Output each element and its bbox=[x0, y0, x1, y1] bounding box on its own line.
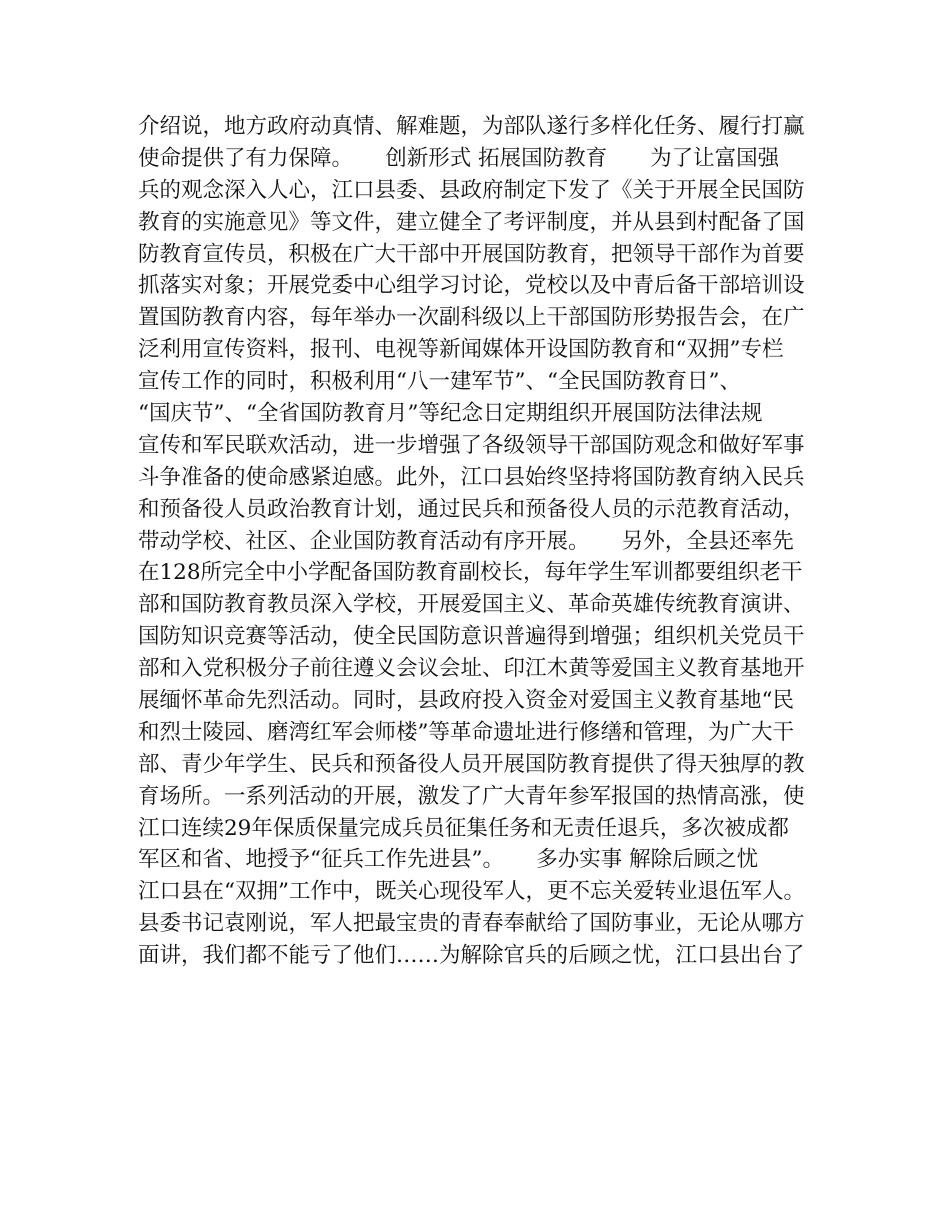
body-text bbox=[138, 111, 838, 972]
text-line: 在128所完全中小学配备国防教育副校长，每年学生军训都要组织老干 bbox=[138, 560, 803, 586]
text-line: 宣传和军民联欢活动，进一步增强了各级领导干部国防观念和做好军事 bbox=[138, 432, 805, 458]
text-line: 防教育宣传员，积极在广大干部中开展国防教育，把领导干部作为首要 bbox=[138, 241, 805, 267]
text-line: 国防知识竞赛等活动，使全民国防意识普遍得到增强；组织机关党员干 bbox=[138, 624, 805, 650]
text-line: 泛利用宣传资料，报刊、电视等新闻媒体开设国防教育和“双拥”专栏 bbox=[138, 337, 784, 363]
text-line: 军区和省、地授予“征兵工作先进县”。 多办实事 解除后顾之忧 bbox=[138, 847, 759, 873]
text-line: 斗争准备的使命感紧迫感。此外，江口县始终坚持将国防教育纳入民兵 bbox=[138, 464, 805, 490]
text-line: 部、青少年学生、民兵和预备役人员开展国防教育提供了得天独厚的教 bbox=[138, 751, 805, 777]
text-line: 江口连续29年保质保量完成兵员征集任务和无责任退兵，多次被成都 bbox=[138, 815, 789, 841]
text-line: 使命提供了有力保障。 创新形式 拓展国防教育 为了让富国强 bbox=[138, 145, 780, 171]
text-line: 置国防教育内容，每年举办一次副科级以上干部国防形势报告会，在广 bbox=[138, 305, 805, 331]
text-line: 宣传工作的同时，积极利用“八一建军节”、“全民国防教育日”、 bbox=[138, 369, 741, 395]
text-line: 面讲，我们都不能亏了他们……为解除官兵的后顾之忧，江口县出台了 bbox=[138, 943, 805, 969]
text-line: 兵的观念深入人心，江口县委、县政府制定下发了《关于开展全民国防 bbox=[138, 177, 805, 203]
text-line: 和烈士陵园、磨湾红军会师楼”等革命遗址进行修缮和管理，为广大干 bbox=[138, 719, 794, 745]
text-line: 部和国防教育教员深入学校，开展爱国主义、革命英雄传统教育演讲、 bbox=[138, 592, 805, 618]
text-line: 介绍说，地方政府动真情、解难题，为部队遂行多样化任务、履行打赢 bbox=[138, 114, 805, 139]
text-line: 带动学校、社区、企业国防教育活动有序开展。 另外，全县还率先 bbox=[138, 528, 794, 554]
text-line: 江口县在“双拥”工作中，既关心现役军人，更不忘关爱转业退伍军人。 bbox=[138, 879, 805, 905]
text-line: 育场所。一系列活动的开展，激发了广大青年参军报国的热情高涨，使 bbox=[138, 783, 805, 809]
text-line: 展缅怀革命先烈活动。同时，县政府投入资金对爱国主义教育基地“民 bbox=[138, 688, 794, 714]
text-line: 抓落实对象；开展党委中心组学习讨论，党校以及中青后备干部培训设 bbox=[138, 273, 805, 299]
text-line: 部和入党积极分子前往遵义会议会址、印江木黄等爱国主义教育基地开 bbox=[138, 656, 805, 682]
text-line: 教育的实施意见》等文件，建立健全了考评制度，并从县到村配备了国 bbox=[138, 209, 805, 235]
text-line: “国庆节”、“全省国防教育月”等纪念日定期组织开展国防法律法规 bbox=[138, 401, 763, 427]
text-line: 和预备役人员政治教育计划，通过民兵和预备役人员的示范教育活动， bbox=[138, 496, 805, 522]
text-line: 县委书记袁刚说，军人把最宝贵的青春奉献给了国防事业，无论从哪方 bbox=[138, 911, 805, 937]
